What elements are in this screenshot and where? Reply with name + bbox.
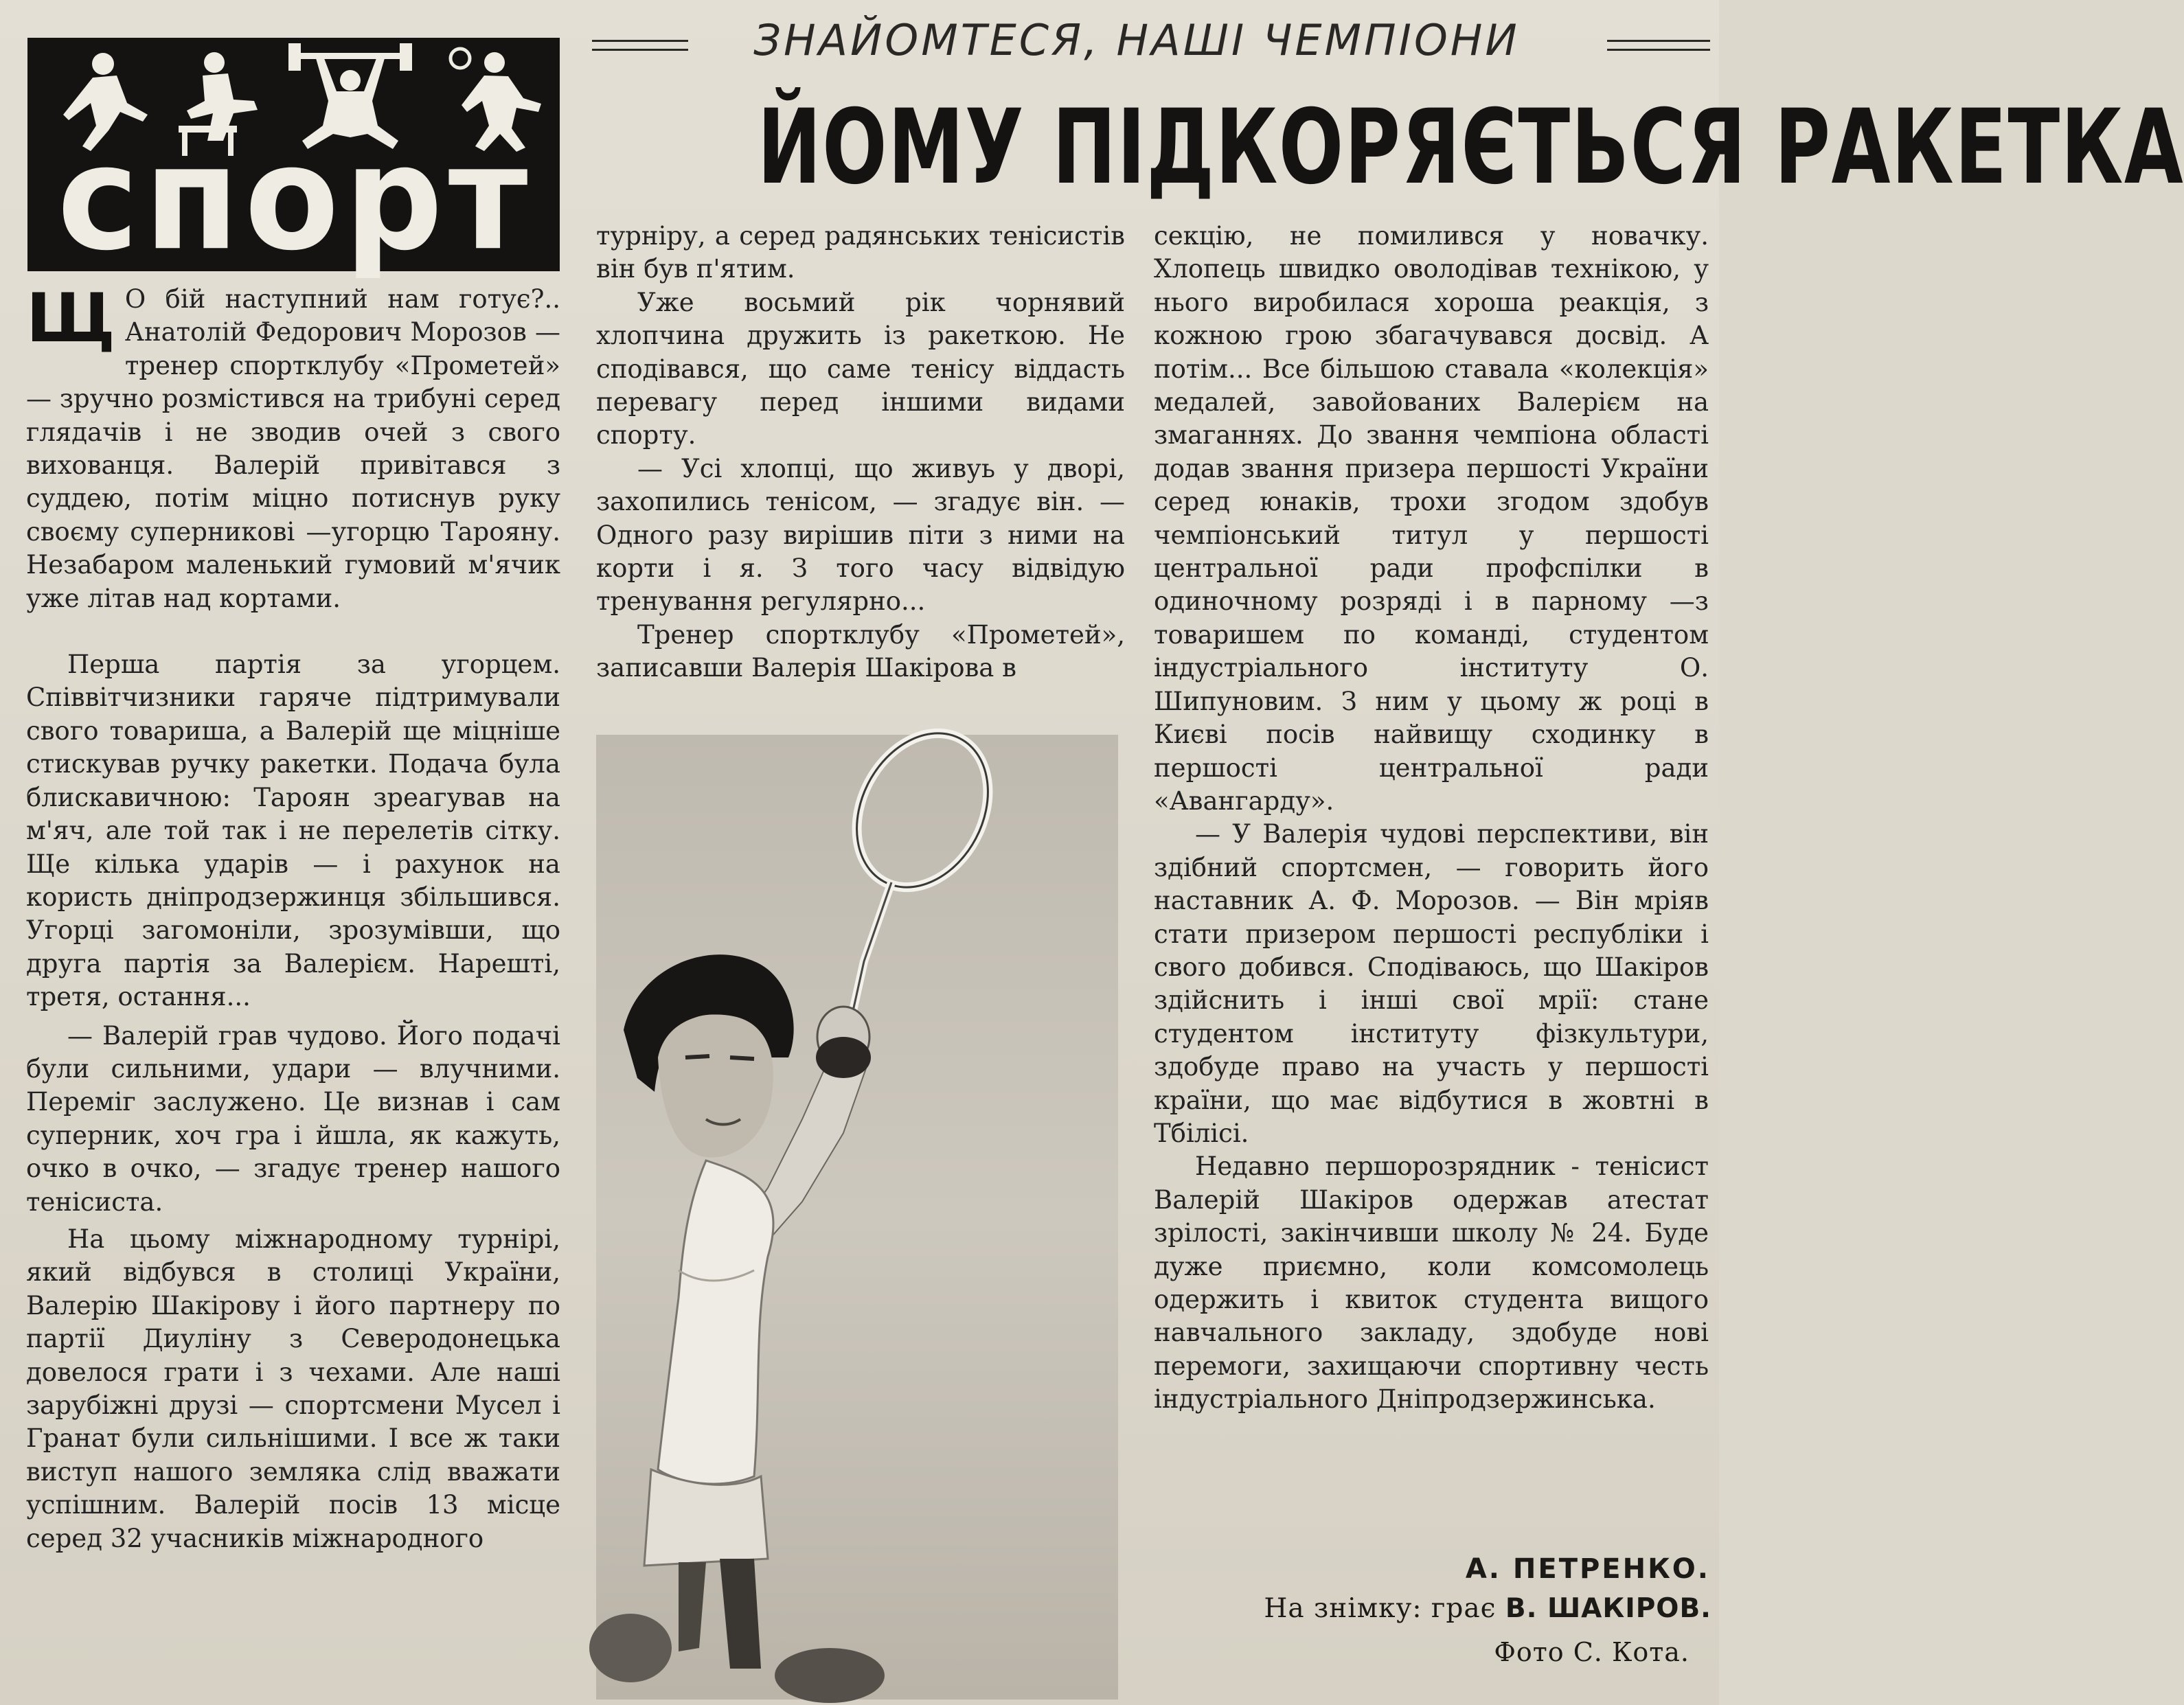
rubric-rule-right — [1607, 40, 1710, 51]
paragraph: Тренер спортклубу «Прометей», записавши Валерія Шакірова в — [596, 619, 1125, 683]
paragraph — [26, 279, 560, 615]
paragraph: Недавно першорозрядник - тенісист Валерій Шакіров одержав атестат зрілості, закінчивши школу № 24. Буде дуже приємно, коли комсомолець одержить і квиток студента вищого навчального закладу, здобуде нові перемоги, захищаючи спортивну честь індустріального Дніпродзержинська. — [1154, 1152, 1709, 1415]
article-column-1 — [26, 279, 560, 1555]
paragraph: секцію, не помилився у новачку. Хлопець швидко оволодівав технікою, у нього виробилася хороша реакція, з кожною грою збагачувався досвід. А потім... Все більшою ставала «колекція» медалей, завойованих Валерієм на змаганнях. До звання чемпіона області додав звання призера першості України серед юнаків, трохи згодом здобув чемпіонський титул у першості центральної ради профспілки в одиночному розряді і в парному —з товаришем по команді, студентом індустріального інституту О. Шипуновим. З ним у цьому ж році в Києві посів найвищу сходинку в першості центральної ради «Авангарду». — [1154, 221, 1709, 816]
caption-name: В. ШАКІРОВ. — [1505, 1593, 1711, 1624]
paragraph: — Валерій грав чудово. Його подачі були сильними, удари — влучними. Переміг заслужено. Це визнав і сам суперник, хоч гра і йшла, як кажуть, очко в очко, — згадує тренер нашого тенісиста. — [26, 1020, 560, 1217]
photo-illustration — [596, 735, 1118, 1700]
paragraph: турніру, а серед радянських тенісистів він був п'ятим. — [596, 221, 1125, 284]
paragraph: На цьому міжнародному турнірі, який відбувся в столиці України, Валерію Шакірову і його партнеру по партії Диуліну з Северодонецька довелося грати і з чехами. Але наші зарубіжні друзі — спортсмени Мусел і Гранат були сильнішими. І все ж таки виступ нашого земляка слід вважати успішним. Валерій посів 13 місце серед 32 учасників міжнародного — [26, 1224, 560, 1553]
photo-credit: Фото С. Кота. — [1494, 1637, 1690, 1667]
author-signature: А. ПЕТРЕНКО. — [1465, 1553, 1710, 1585]
tennis-player-photo — [596, 735, 1118, 1700]
article-headline: ЙОМУ ПІДКОРЯЄТЬСЯ РАКЕТКА — [757, 88, 2184, 207]
paragraph: — Усі хлопці, що живуь у дворі, захопились тенісом, — згадує він. — Одного разу вирішив піти з ними на корти і я. З того часу відвідую тренування регулярно... — [596, 453, 1125, 617]
drop-cap: Щ — [26, 279, 115, 358]
rubric-rule-left — [592, 40, 688, 51]
paragraph: Перша партія за угорцем. Співвітчизники гаряче підтримували свого товариша, а Валерій ще міцніше стискував ручку ракетки. Подача була блискавичною: Тароян зреагував на м'яч, але той так і не перелетів сітку. Ще кілька ударів — і рахунок на користь дніпродзержинця збільшився. Угорці загомоніли, зрозумівши, що друга партія за Валерієм. Нарешті, третя, остання... — [26, 650, 560, 1012]
rubric-title: ЗНАЙОМТЕСЯ, НАШІ ЧЕМПІОНИ — [753, 15, 1520, 65]
paragraph: — У Валерія чудові перспективи, він здібний спортсмен, — говорить його наставник А. Ф. Морозов. — Він мріяв стати призером першості республіки і свого добився. Сподіваюсь, що Шакіров здійснить і інші свої мрії: стане студентом інституту фізкультури, здобуде право на участь у першості країни, що має відбутися в жовтні в Тбілісі. — [1154, 819, 1709, 1148]
paragraph-text: О бій наступний нам готує?.. Анатолій Федорович Морозов — тренер спортклубу «Прометей» — зручно розмістився на трибуні серед глядачів і не зводив очей з свого вихованця. Валерій привітався з суддею, потім міцно потиснув руку своєму суперникові —угорцю Тарояну. Незабаром маленький гумовий м'ячик уже літав над кортами. — [26, 284, 560, 613]
sport-masthead — [27, 38, 560, 283]
masthead-title: спорт — [57, 115, 534, 283]
paragraph: Уже восьмий рік чорнявий хлопчина дружить із ракеткою. Не сподівався, що саме тенісу віддасть перевагу перед іншими видами спорту. — [596, 287, 1125, 450]
photo-caption — [1195, 1593, 1711, 1624]
article-column-2 — [596, 220, 1125, 685]
caption-lead: На знімку: грає — [1264, 1593, 1497, 1624]
article-column-3 — [1154, 220, 1709, 1417]
